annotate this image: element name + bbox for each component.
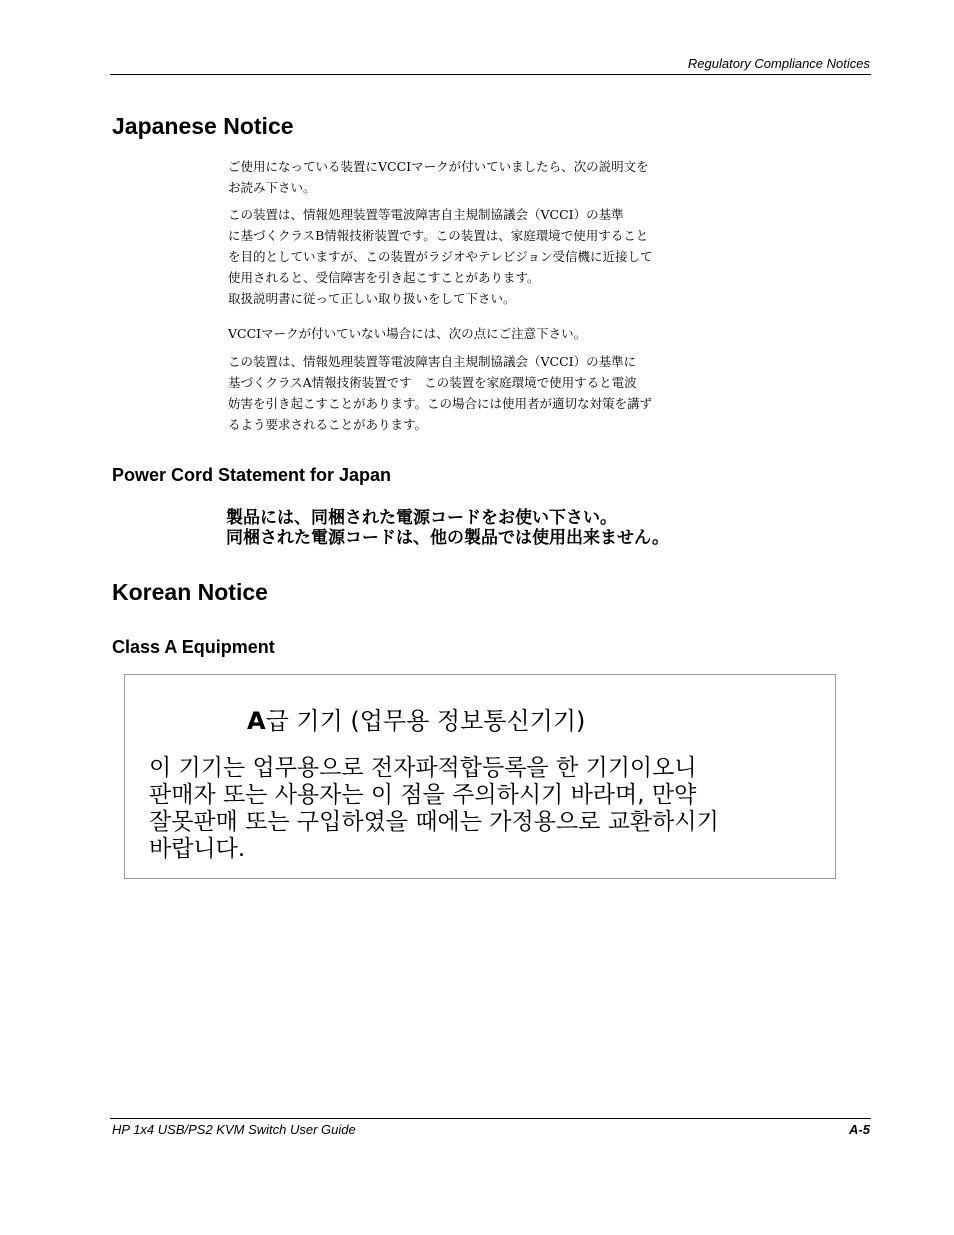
text-line: ご使用になっている装置にVCCIマークが付いていましたら、次の説明文を (228, 159, 649, 174)
japanese-class-a-paragraph (228, 351, 708, 435)
header-rule (110, 74, 871, 75)
text-line: VCCIマークが付いていない場合には、次の点にご注意下さい。 (228, 326, 587, 341)
text-line: この装置は、情報処理装置等電波障害自主規制協議会（VCCI）の基準に (228, 354, 637, 369)
text-line: 妨害を引き起こすことがあります。この場合には使用者が適切な対策を講ず (228, 396, 653, 411)
japanese-no-mark-line (228, 323, 708, 344)
japanese-intro (228, 156, 708, 198)
text-line: に基づくクラスB情報技術装置です。この装置は、家庭環境で使用すること (228, 228, 649, 243)
text-line: 使用されると、受信障害を引き起こすことがあります。 (228, 270, 540, 285)
text-line: 製品には、同梱された電源コードをお使い下さい。 (226, 508, 617, 528)
text-line: 바랍니다. (149, 836, 246, 862)
text-line: 이 기기는 업무용으로 전자파적합등록을 한 기기이오니 (149, 755, 697, 781)
page-number: A-5 (849, 1122, 870, 1137)
korean-box-body (149, 755, 829, 863)
power-cord-heading: Power Cord Statement for Japan (112, 465, 392, 485)
text-line: 판매자 또는 사용자는 이 점을 주의하시기 바라며, 만약 (149, 782, 697, 808)
text-line: この装置は、情報処理装置等電波障害自主規制協議会（VCCI）の基準 (228, 207, 624, 222)
footer-rule (110, 1118, 871, 1119)
korean-notice-heading: Korean Notice (112, 579, 268, 605)
class-a-equipment-heading: Class A Equipment (112, 637, 275, 657)
text-line: 取扱説明書に従って正しい取り扱いをして下さい。 (228, 291, 516, 306)
text-line: るよう要求されることがあります。 (228, 417, 428, 432)
korean-box-title (247, 701, 585, 736)
japanese-notice-heading: Japanese Notice (112, 113, 294, 139)
text-line: 同梱された電源コードは、他の製品では使用出来ません。 (226, 528, 670, 548)
korean-box-title-rest: 급 기기 (업무용 정보통신기기) (265, 707, 586, 735)
text-line: 잘못판매 또는 구입하였을 때에는 가정용으로 교환하시기 (149, 809, 719, 835)
korean-notice-box (124, 674, 836, 879)
text-line: 基づくクラスA情報技術装置です この装置を家庭環境で使用すると電波 (228, 375, 637, 390)
text-line: お読み下さい。 (228, 180, 316, 195)
japanese-class-b-paragraph (228, 204, 708, 309)
korean-box-title-prefix: A (247, 707, 266, 735)
footer-guide-title: HP 1x4 USB/PS2 KVM Switch User Guide (112, 1122, 356, 1137)
power-cord-statement (226, 508, 669, 548)
running-header: Regulatory Compliance Notices (687, 56, 870, 71)
text-line: を目的としていますが、この装置がラジオやテレビジョン受信機に近接して (228, 249, 653, 264)
